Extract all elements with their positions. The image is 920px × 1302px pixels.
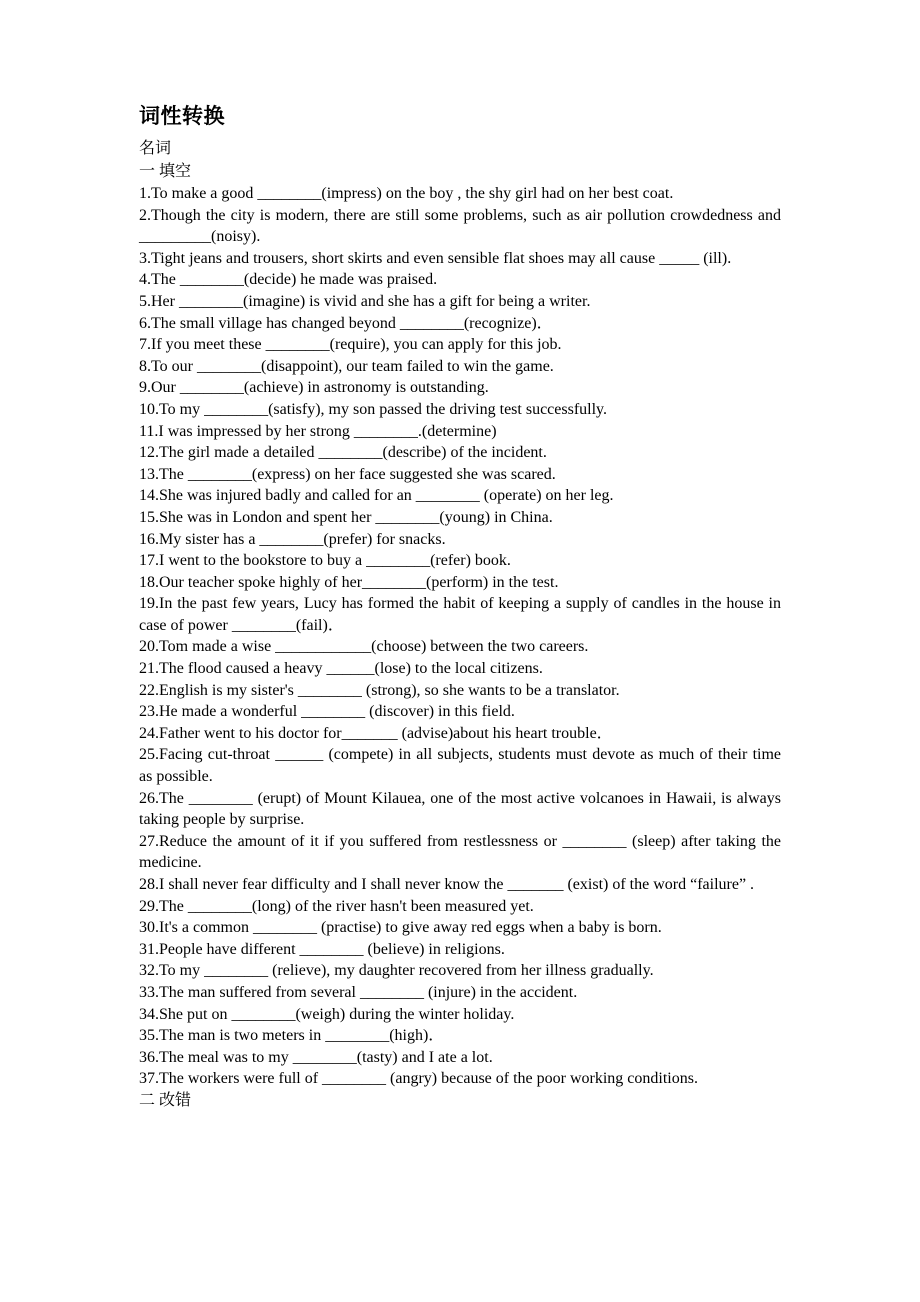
- exercise-item: 16.My sister has a ________(prefer) for snacks.: [139, 530, 446, 548]
- exercise-item: 24.Father went to his doctor for_______ (advise)about his heart trouble．: [139, 724, 613, 742]
- exercise-list: [139, 183, 781, 1090]
- exercise-item: 29.The ________(long) of the river hasn't been measured yet.: [139, 897, 534, 915]
- exercise-item: 3.Tight jeans and trousers, short skirts and even sensible flat shoes may all cause _____ (ill).: [139, 249, 732, 267]
- exercise-item: 21.The flood caused a heavy ______(lose) to the local citizens.: [139, 660, 543, 678]
- exercise-item: 15.She was in London and spent her ________(young) in China.: [139, 508, 553, 526]
- exercise-item: 17.I went to the bookstore to buy a ________(refer) book.: [139, 552, 511, 570]
- exercise-item: 5.Her ________(imagine) is vivid and she has a gift for being a writer.: [139, 292, 591, 310]
- exercise-item: 8.To our ________(disappoint), our team failed to win the game.: [139, 357, 554, 375]
- exercise-item: 19.In the past few years, Lucy has formed the habit of keeping a supply of candles in the house in case of power ________(fail)．: [139, 595, 781, 634]
- exercise-item: 20.Tom made a wise ____________(choose) between the two careers.: [139, 638, 589, 656]
- exercise-item: 30.It's a common ________ (practise) to give away red eggs when a baby is born.: [139, 919, 662, 937]
- exercise-item: 6.The small village has changed beyond ________(recognize)．: [139, 314, 553, 332]
- exercise-item: 22.English is my sister's ________ (strong), so she wants to be a translator.: [139, 681, 620, 699]
- exercise-item: 28.I shall never fear difficulty and I shall never know the _______ (exist) of the word “failure” .: [139, 876, 755, 893]
- exercise-item: 23.He made a wonderful ________ (discover) in this field.: [139, 703, 515, 721]
- exercise-item: 18.Our teacher spoke highly of her________(perform) in the test.: [139, 573, 559, 591]
- exercise-item: 7.If you meet these ________(require), you can apply for this job.: [139, 336, 562, 354]
- part-label-noun: 名词: [139, 140, 172, 157]
- exercise-item: 11.I was impressed by her strong ________.(determine): [139, 422, 497, 440]
- exercise-item: 37.The workers were full of ________ (angry) because of the poor working conditions.: [139, 1070, 698, 1088]
- exercise-item: 4.The ________(decide) he made was praised.: [139, 271, 438, 289]
- exercise-item: 32.To my ________ (relieve), my daughter recovered from her illness gradually.: [139, 962, 654, 980]
- section-label-correction: 二 改错: [139, 1091, 192, 1109]
- exercise-item: 1.To make a good ________(impress) on the boy , the shy girl had on her best coat.: [139, 185, 674, 202]
- exercise-item: 27.Reduce the amount of it if you suffered from restlessness or ________ (sleep) after taking the medicine.: [139, 832, 781, 872]
- exercise-item: 35.The man is two meters in ________(high)．: [139, 1027, 445, 1045]
- page-title: 词性转换: [139, 104, 225, 128]
- section-label-fill-in: 一 填空: [139, 163, 192, 180]
- exercise-item: 13.The ________(express) on her face suggested she was scared.: [139, 465, 556, 483]
- exercise-item: 12.The girl made a detailed ________(describe) of the incident.: [139, 444, 547, 462]
- exercise-item: 36.The meal was to my ________(tasty) and I ate a lot.: [139, 1048, 493, 1066]
- exercise-item: 25.Facing cut-throat ______ (compete) in all subjects, students must devote as much of their time as possible.: [139, 746, 781, 786]
- exercise-item: 9.Our ________(achieve) in astronomy is outstanding.: [139, 379, 489, 397]
- exercise-item: 31.People have different ________ (believe) in religions.: [139, 940, 505, 958]
- exercise-item: 2.Though the city is modern, there are still some problems, such as air pollution crowdedness and _________(noisy).: [139, 206, 781, 246]
- exercise-item: 34.She put on ________(weigh) during the winter holiday.: [139, 1005, 515, 1023]
- exercise-item: 26.The ________ (erupt) of Mount Kilauea, one of the most active volcanoes in Hawaii, is always taking people by surprise.: [139, 789, 781, 829]
- exercise-item: 10.To my ________(satisfy), my son passed the driving test successfully.: [139, 400, 608, 418]
- exercise-item: 14.She was injured badly and called for an ________ (operate) on her leg.: [139, 487, 614, 505]
- exercise-item: 33.The man suffered from several ________ (injure) in the accident.: [139, 983, 578, 1001]
